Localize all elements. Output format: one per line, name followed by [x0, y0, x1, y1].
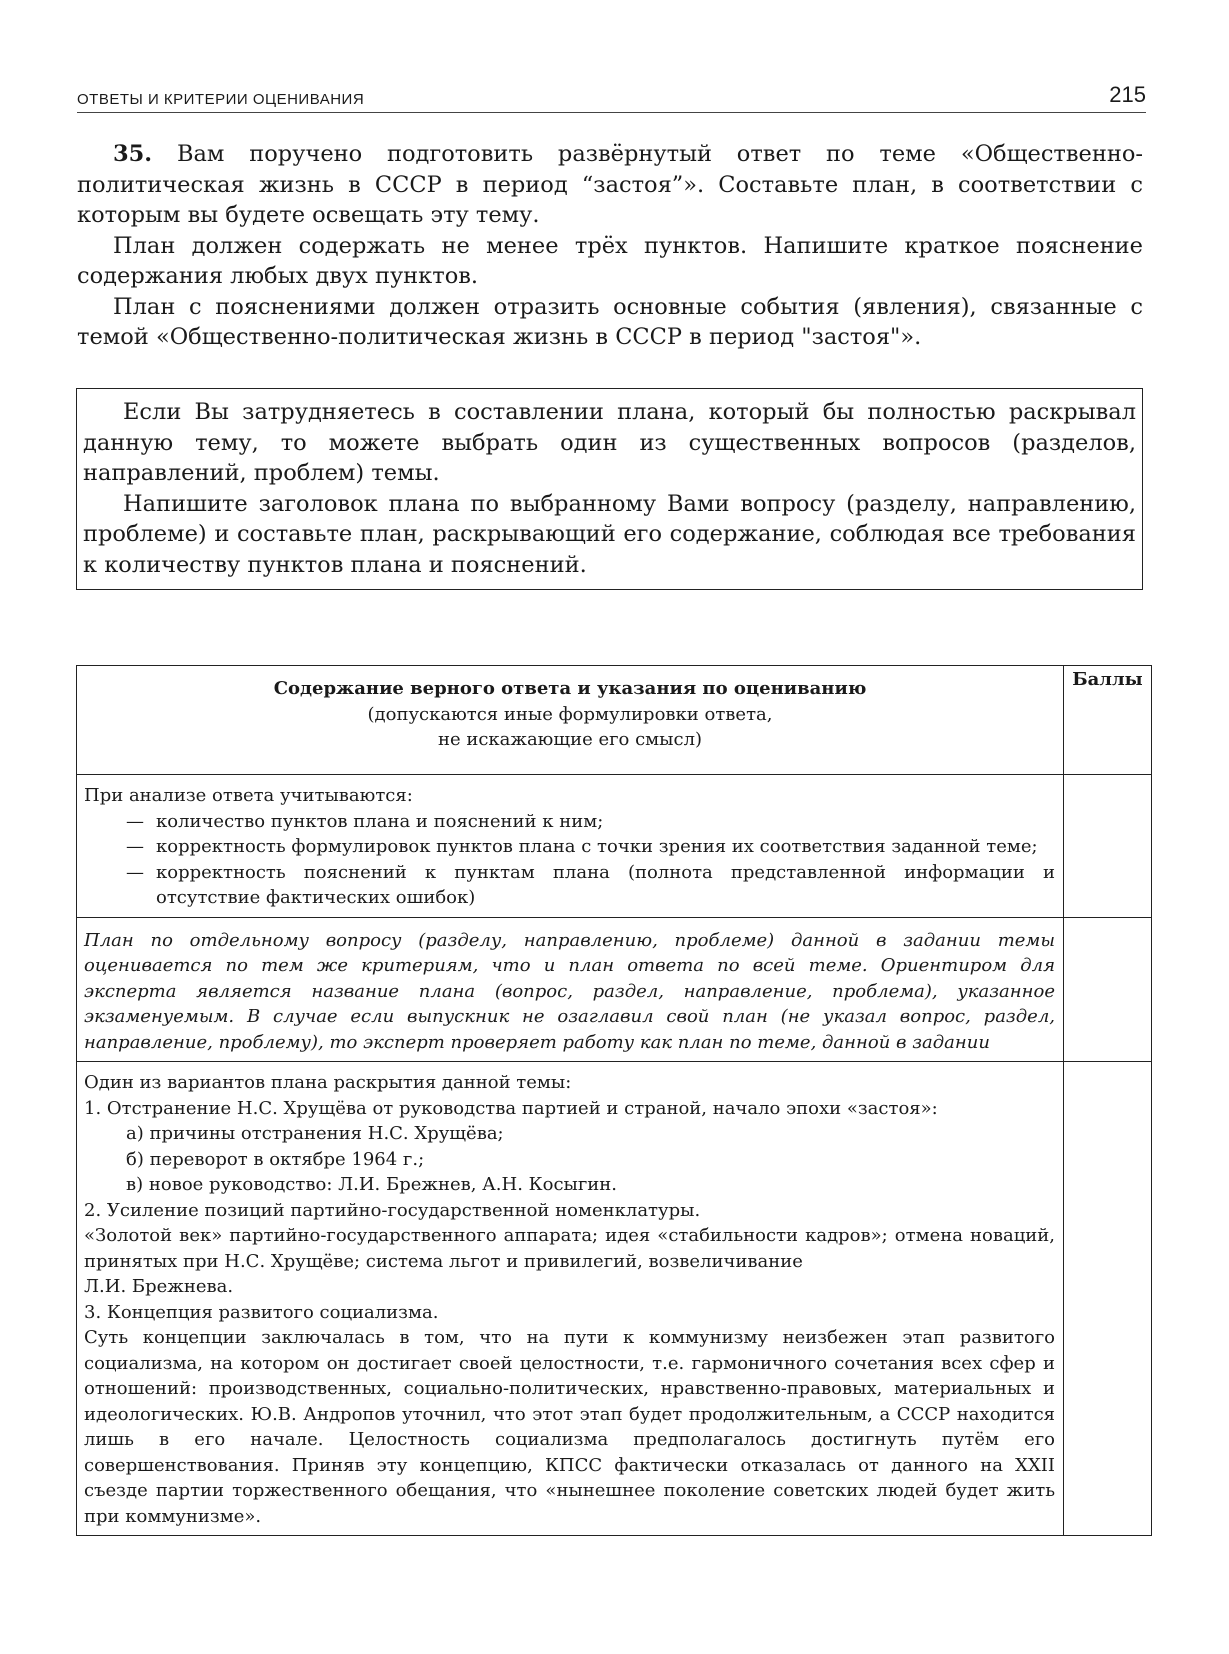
criteria-item [126, 834, 1055, 860]
task-paragraph-3: План с пояснениями должен отразить основные события (явления), связанные с темой «Общественно-политическая жизнь в СССР в период "застоя"». [77, 293, 1143, 350]
content-header-title: Содержание верного ответа и указания по оцениванию [273, 678, 867, 699]
criteria-intro: При анализе ответа учитываются: [84, 785, 413, 806]
task-paragraph-1 [77, 139, 1143, 231]
task-35 [77, 139, 1143, 353]
criteria-item-text: корректность формулировок пунктов плана с точки зрения их соответствия заданной теме; [156, 836, 1038, 857]
plan-item-2-text: «Золотой век» партийно-государственного аппарата; идея «стабильности кадров»; отмена новаций, принятых при Н.С. Хрущёве; система льгот и привилегий, возвеличивание [84, 1225, 1055, 1272]
criteria-item-text: корректность пояснений к пунктам плана (полнота представленной информации и отсутствие фактических ошибок) [156, 861, 1055, 908]
task-paragraph-2: План должен содержать не менее трёх пунктов. Напишите краткое пояснение содержания любых двух пунктов. [77, 232, 1143, 289]
note-cell: План по отдельному вопросу (разделу, направлению, проблеме) данной в задании темы оценивается по тем же критериям, что и план ответа по всей теме. Ориентиром для эксперта является название плана (вопрос, раздел, направление, проблема), указанное экзаменуемым. В случае если выпускник не озаглавил свой план (не указал вопрос, раздел, направление, проблему), то эксперт проверяет работу как план по теме, данной в задании [77, 917, 1064, 1062]
task-text-1: Вам поручено подготовить развёрнутый ответ по теме «Общественно-политическая жизнь в СССР в период “застоя”». Составьте план, в соответствии с которым вы будете освещать эту тему. [77, 141, 1143, 228]
content-header-line-3: не искажающие его смысл) [437, 729, 703, 750]
dash-marker: — [126, 836, 144, 857]
plan-item-2-text-end: Л.И. Брежнева. [84, 1276, 234, 1297]
plan-subitem: в) новое руководство: Л.И. Брежнев, А.Н. Косыгин. [126, 1174, 617, 1195]
task-number: 35. [113, 141, 153, 167]
content-column-header [77, 666, 1064, 775]
plan-item-3-text: Суть концепции заключалась в том, что на пути к коммунизму неизбежен этап развитого социализма, на котором он достигает своей целостности, т.е. гармоничного сочетания всех сфер и отношений: производственных, социально-политических, нравственно-правовых, материальных и идеологических. Ю.В. Андропов уточнил, что этот этап будет продолжительным, а СССР находится лишь в его начале. Целостность социализма предполагалось достигнуть путём его совершенствования. Приняв эту концепцию, КПСС фактически отказалась от данного на XXII съезде партии торжественного обещания, что «нынешнее поколение советских людей будет жить при коммунизме». [84, 1327, 1055, 1527]
plan-intro: Один из вариантов плана раскрытия данной темы: [84, 1072, 572, 1093]
table-header-row [77, 666, 1152, 775]
content-header-line-2: (допускаются иные формулировки ответа, [367, 703, 773, 725]
table-row [77, 775, 1152, 918]
criteria-item [126, 809, 1055, 835]
plan-cell [77, 1062, 1064, 1536]
hint-box [76, 388, 1143, 590]
dash-marker: — [126, 810, 144, 832]
plan-subitem: б) переворот в октябре 1964 г.; [126, 1148, 425, 1170]
running-head [77, 82, 1146, 113]
plan-item-2: 2. Усиление позиций партийно-государственной номенклатуры. [84, 1199, 701, 1221]
table-row [77, 917, 1152, 1062]
score-cell [1064, 917, 1152, 1062]
running-title: ОТВЕТЫ И КРИТЕРИИ ОЦЕНИВАНИЯ [77, 91, 365, 108]
plan-subitem: а) причины отстранения Н.С. Хрущёва; [126, 1123, 504, 1144]
score-cell [1064, 775, 1152, 918]
hint-paragraph-1: Если Вы затрудняетесь в составлении плана, который бы полностью раскрывал данную тему, то можете выбрать один из существенных вопросов (разделов, направлений, проблем) темы. [83, 399, 1136, 486]
criteria-item-text: количество пунктов плана и пояснений к ним; [156, 810, 604, 832]
table-row [77, 1062, 1152, 1536]
page-number: 215 [1109, 82, 1146, 107]
criteria-table [76, 665, 1152, 1536]
criteria-cell [77, 775, 1064, 918]
hint-paragraph-2: Напишите заголовок плана по выбранному Вами вопросу (разделу, направлению, проблеме) и составьте план, раскрывающий его содержание, соблюдая все требования к количеству пунктов плана и пояснений. [83, 490, 1136, 578]
criteria-item [126, 860, 1055, 911]
plan-item-1: 1. Отстранение Н.С. Хрущёва от руководства партией и страной, начало эпохи «застоя»: [84, 1097, 938, 1119]
dash-marker: — [126, 861, 144, 883]
score-cell [1064, 1062, 1152, 1536]
score-column-header: Баллы [1064, 666, 1152, 775]
plan-item-3: 3. Концепция развитого социализма. [84, 1301, 439, 1323]
